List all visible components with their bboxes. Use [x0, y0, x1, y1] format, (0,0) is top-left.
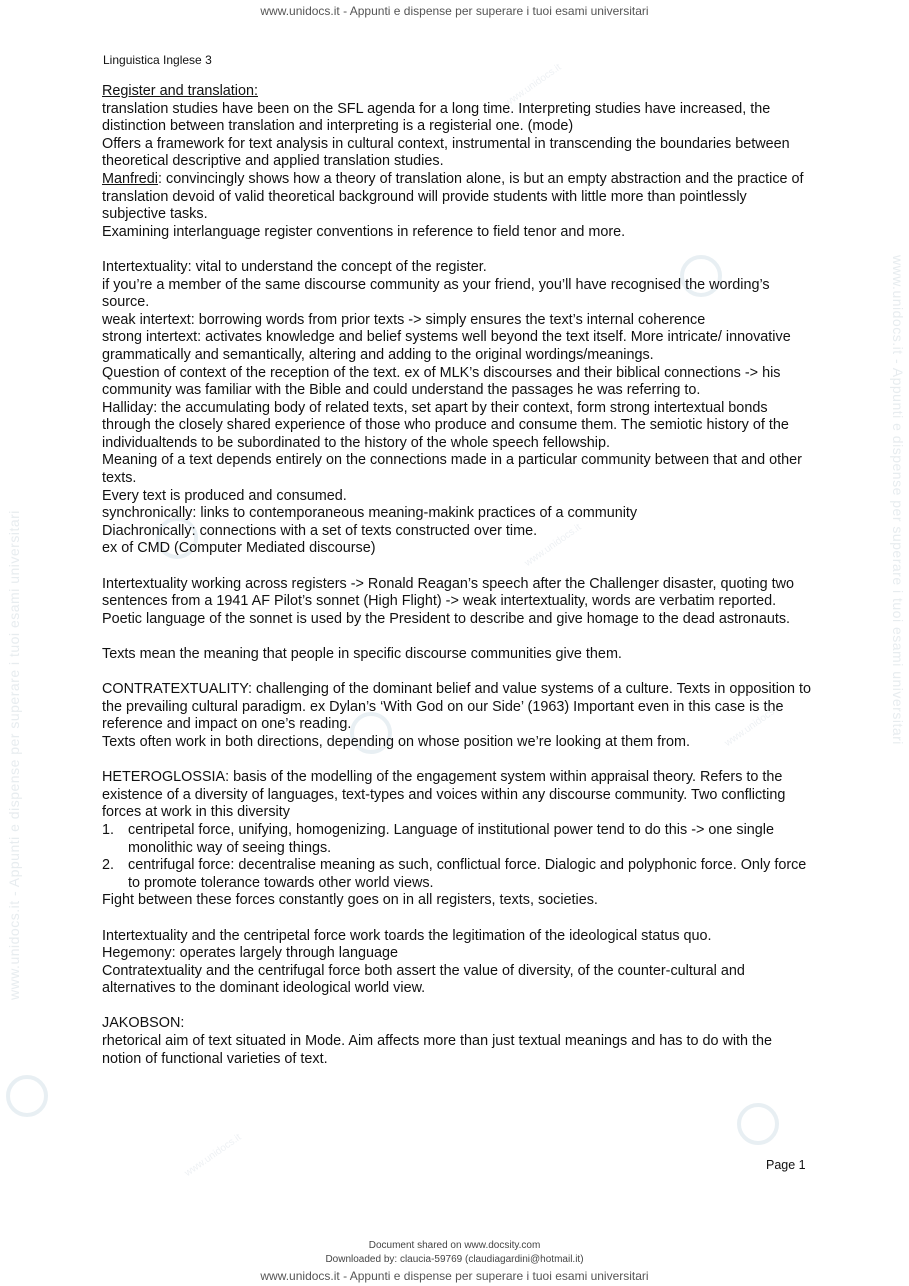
left-watermark: www.unidocs.it - Appunti e dispense per superare i tuoi esami universitari	[6, 510, 22, 1000]
section-heading-register: Register and translation:	[102, 83, 258, 99]
right-watermark: www.unidocs.it - Appunti e dispense per superare i tuoi esami universitari	[890, 255, 906, 745]
document-body	[102, 83, 814, 1068]
paragraph: if you’re a member of the same discourse community as your friend, you’ll have recognised the wording’s source.	[102, 276, 770, 311]
paragraph: weak intertext: borrowing words from prior texts -> simply ensures the text’s internal coherence	[102, 311, 706, 328]
bottom-banner: www.unidocs.it - Appunti e dispense per superare i tuoi esami universitari	[260, 1269, 649, 1283]
paragraph: Texts mean the meaning that people in specific discourse communities give them.	[102, 646, 622, 662]
paragraph-manfredi	[102, 171, 814, 224]
paragraph: translation studies have been on the SFL agenda for a long time. Interpreting studies have increased, the distinction between translation and interpreting is a registerial one. (mode)	[102, 100, 771, 135]
list-number: 2.	[102, 857, 115, 874]
small-watermark: www.unidocs.it	[502, 62, 564, 109]
footer-shared: Document shared on www.docsity.com	[368, 1240, 541, 1251]
paragraph-heteroglossia: HETEROGLOSSIA: basis of the modelling of the engagement system within appraisal theory. Refers to the existence of a diversity of languages, text-types and voices within any discourse community. Two conflicting forces at work in this diversity	[102, 769, 786, 821]
paragraph: Hegemony: operates largely through language	[102, 945, 399, 962]
paragraph-contratextuality: CONTRATEXTUALITY: challenging of the dominant belief and value systems of a culture. Texts in opposition to the prevailing cultural paradigm. ex Dylan’s ‘With God on our Side’ (1963) Important even in this case is the reference and impact on one’s reading.	[102, 681, 811, 733]
top-banner: www.unidocs.it - Appunti e dispense per superare i tuoi esami universitari	[260, 4, 649, 18]
paragraph: ex of CMD (Computer Mediated discourse)	[102, 540, 376, 557]
paragraph-reagan: Intertextuality working across registers -> Ronald Reagan’s speech after the Challenger disaster, quoting two sentences from a 1941 AF Pilot’s sonnet (High Flight) -> weak intertextuality, words are verbatim reported. Poetic language of the sonnet is used by the President to describe and give homage to the dead astronauts.	[102, 575, 795, 627]
forces-list	[102, 822, 814, 892]
paragraph: Texts often work in both directions, depending on whose position we’re looking at them from.	[102, 733, 690, 750]
list-number: 1.	[102, 821, 115, 838]
list-item	[102, 857, 814, 892]
section-heading-jakobson: JAKOBSON:	[102, 1015, 185, 1032]
paragraph: Diachronically: connections with a set of texts constructed over time.	[102, 522, 538, 539]
paragraph: strong intertext: activates knowledge and belief systems well beyond the text itself. More intricate/ innovative grammatically and semantically, altering and adding to the original wordings/meanings.	[102, 329, 791, 363]
paragraph: Offers a framework for text analysis in cultural context, instrumental in transcending the boundaries between theoretical descriptive and applied translation studies.	[102, 135, 790, 170]
paragraph: Examining interlanguage register conventions in reference to field tenor and more.	[102, 223, 626, 240]
manfredi-name: Manfredi	[102, 170, 158, 187]
small-watermark: www.unidocs.it	[182, 1132, 244, 1179]
small-watermark: www.unidocs.it	[722, 702, 784, 749]
manfredi-text: : convincingly shows how a theory of translation alone, is but an empty abstraction and the practice of translation devoid of valid theoretical background will provide students with little more than pointlessly subjective tasks.	[102, 170, 804, 223]
paragraph: Question of context of the reception of the text. ex of MLK’s discourses and their biblical connections -> his community was familiar with the Bible and could understand the passages he was referring to.	[102, 364, 781, 399]
paragraph: Halliday: the accumulating body of related texts, set apart by their context, form strong intertextual bonds through the closely shared experience of those who produce and consume them. The semiotic history of the individualtends to be subordinated to the history of the whole speech fellowship.	[102, 399, 789, 451]
list-text: centrifugal force: decentralise meaning as such, conflictual force. Dialogic and polyphonic force. Only force to promote tolerance towards other world views.	[128, 857, 807, 891]
document-header-title: Linguistica Inglese 3	[103, 53, 212, 67]
paragraph: Meaning of a text depends entirely on the connections made in a particular community between that and other texts.	[102, 452, 802, 487]
paragraph: Fight between these forces constantly goes on in all registers, texts, societies.	[102, 892, 598, 909]
list-text: centripetal force, unifying, homogenizing. Language of institutional power tend to do this -> one single monolithic way of seeing things.	[128, 821, 774, 856]
page-number: Page 1	[766, 1158, 806, 1172]
paragraph: Every text is produced and consumed.	[102, 487, 347, 504]
watermark-logo-icon	[6, 1075, 48, 1117]
paragraph: synchronically: links to contemporaneous meaning-makink practices of a community	[102, 505, 638, 522]
paragraph: Intertextuality and the centripetal force work toards the legitimation of the ideological status quo.	[102, 927, 712, 944]
paragraph: rhetorical aim of text situated in Mode. Aim affects more than just textual meanings and has to do with the notion of functional varieties of text.	[102, 1033, 773, 1067]
paragraph: Contratextuality and the centrifugal force both assert the value of diversity, of the counter-cultural and alternatives to the dominant ideological world view.	[102, 962, 745, 997]
paragraph: Intertextuality: vital to understand the concept of the register.	[102, 258, 487, 275]
footer-downloaded: Downloaded by: claucia-59769 (claudiagardini@hotmail.it)	[325, 1254, 584, 1265]
list-item	[102, 822, 814, 857]
small-watermark: www.unidocs.it	[522, 522, 584, 569]
watermark-logo-icon	[737, 1103, 779, 1145]
